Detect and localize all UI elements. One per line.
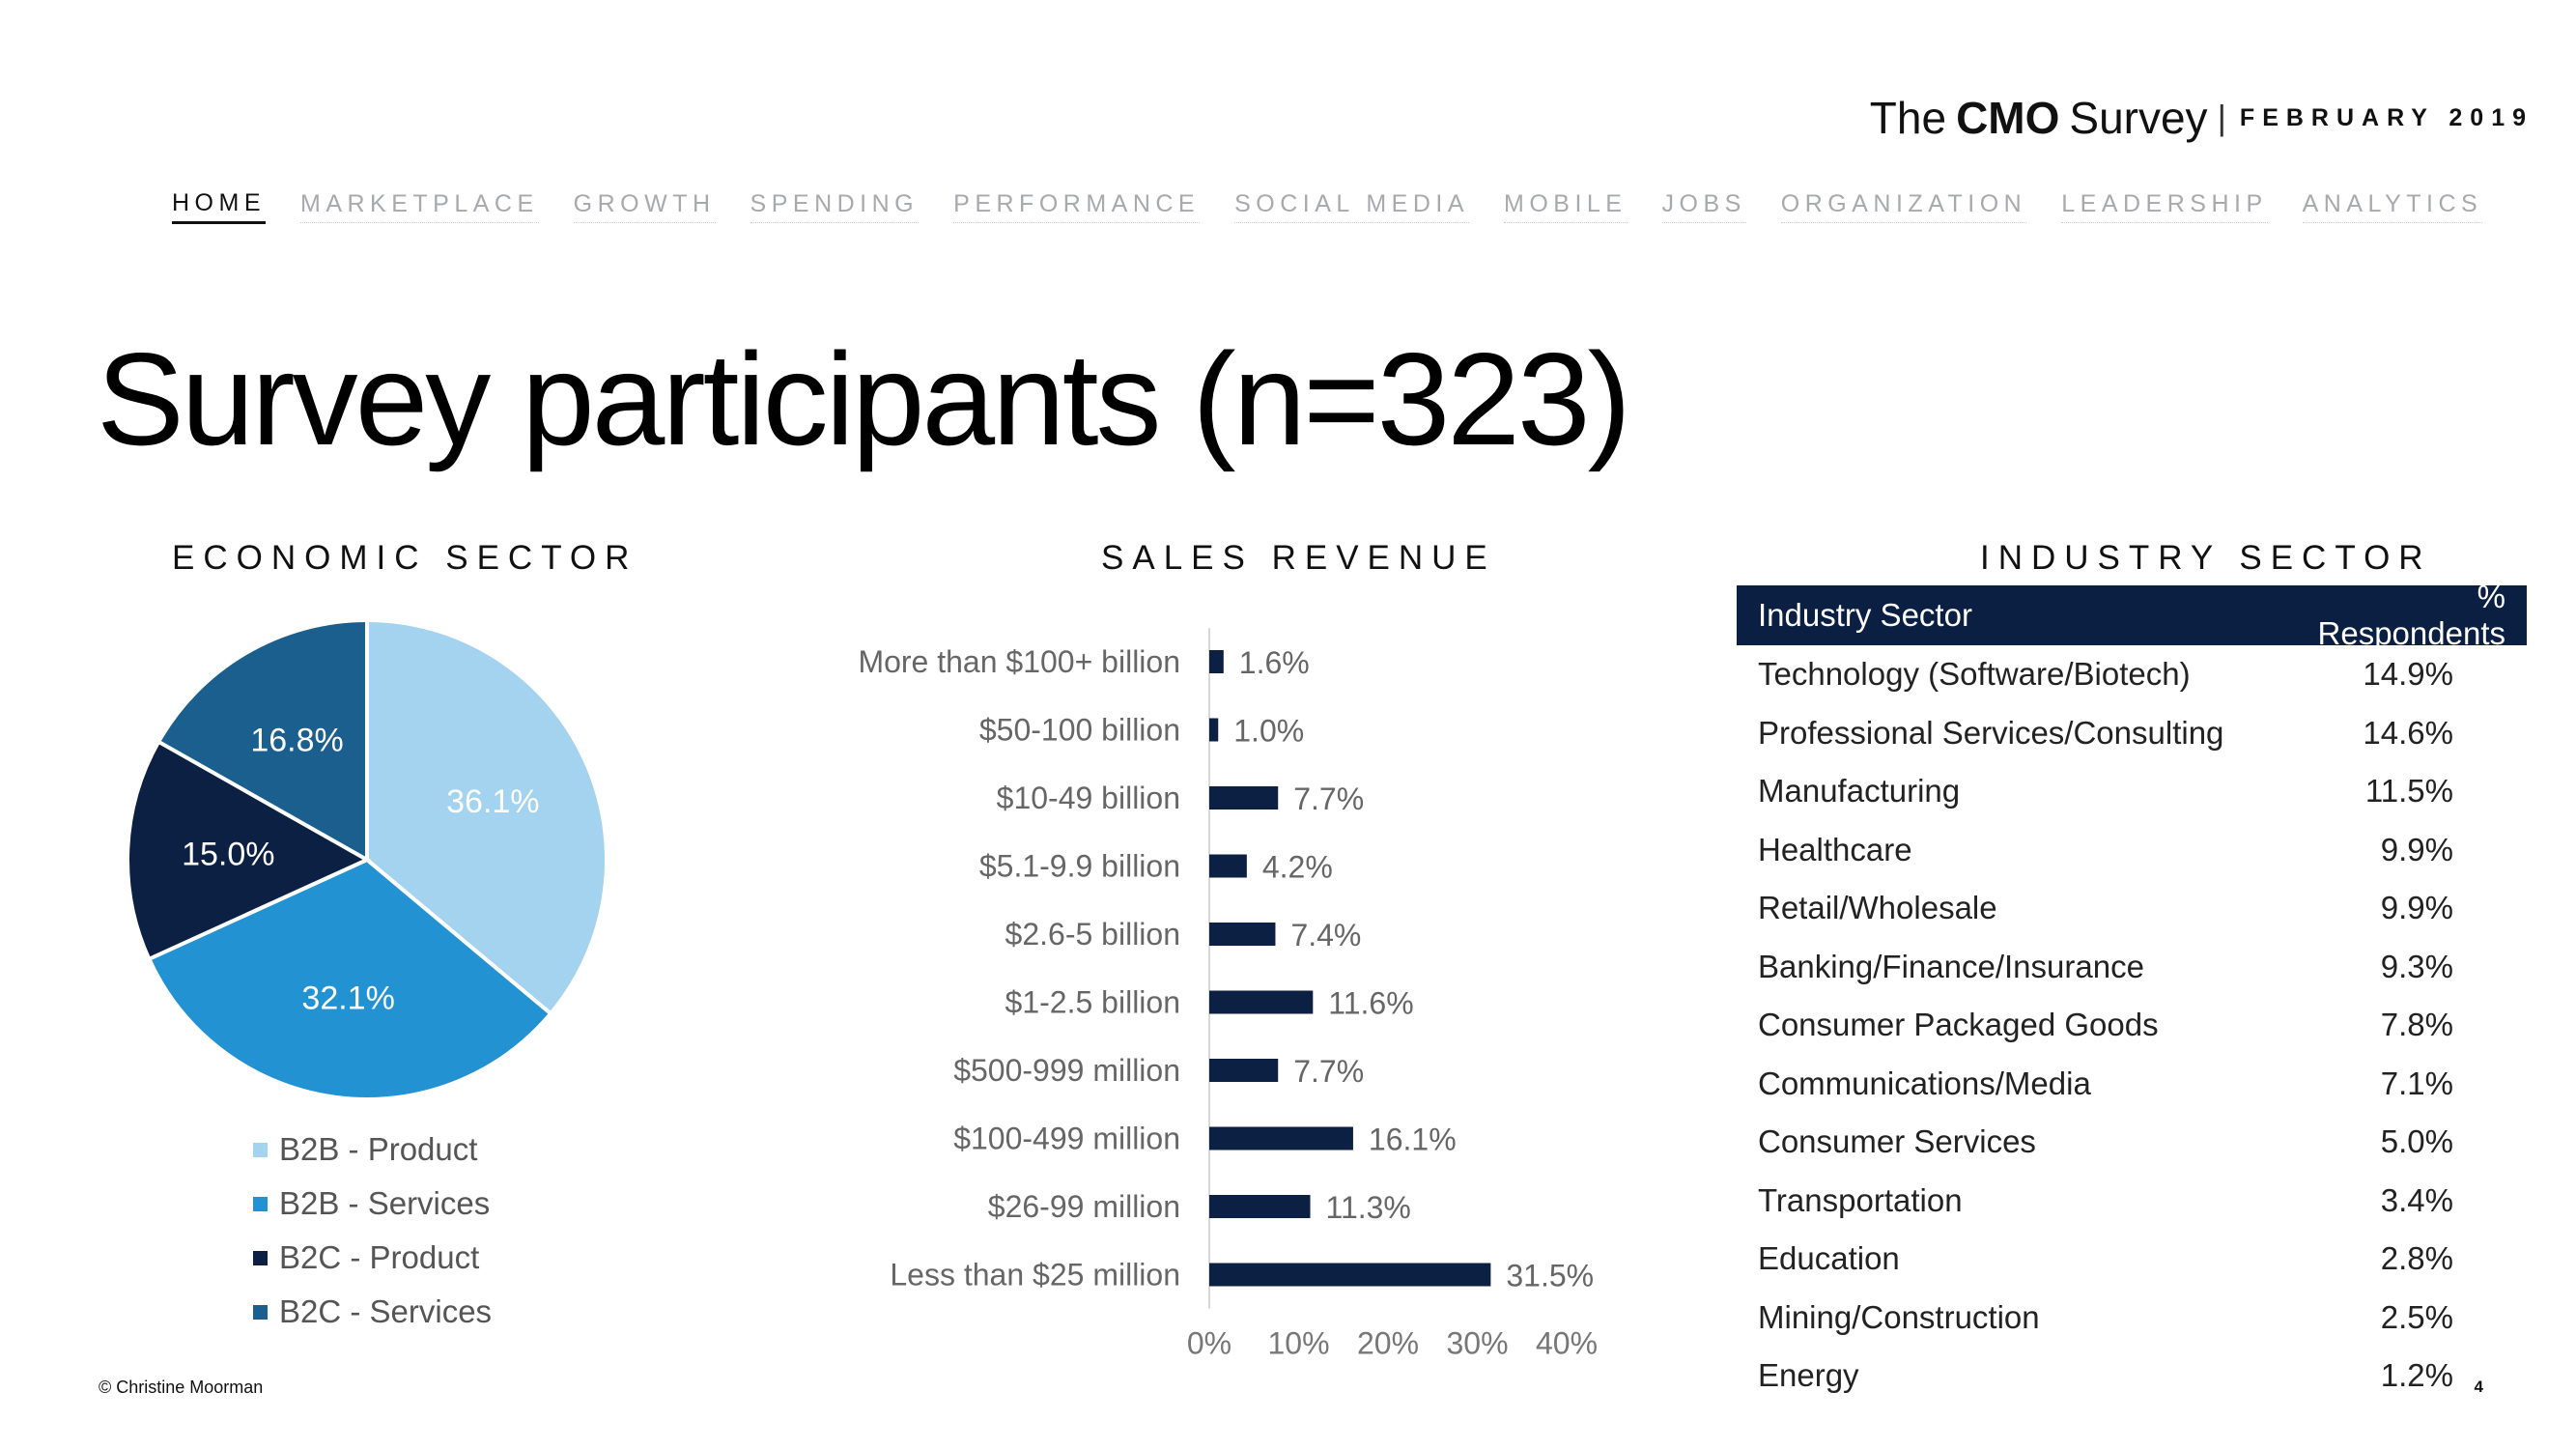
bar-category-label: $26-99 million [987,1189,1180,1224]
top-nav [172,189,2517,224]
bar-data-label: 7.7% [1293,1054,1365,1089]
header-industry-sector: Industry Sector [1758,597,1972,633]
industry-name-cell: Manufacturing [1758,773,1961,810]
bar-7 [1209,1059,1278,1082]
bar-6 [1209,991,1313,1014]
legend-label: B2C - Services [279,1293,493,1329]
bar-category-label: $1-2.5 billion [1005,984,1180,1020]
nav-performance[interactable]: PERFORMANCE [953,190,1200,223]
bar-8 [1209,1127,1353,1151]
table-header [1737,579,2527,651]
brand-survey: Survey [2069,93,2208,143]
bar-data-label: 1.0% [1233,713,1305,749]
bar-data-label: 4.2% [1261,849,1333,885]
nav-marketplace[interactable]: MARKETPLACE [300,190,539,223]
respondents-cell: 9.9% [2380,890,2453,926]
legend-label: B2C - Product [279,1239,480,1275]
x-tick-label: 40% [1535,1325,1599,1361]
bar-4 [1209,855,1247,878]
bar-1 [1209,650,1224,673]
table-row [1737,879,2527,938]
page-number: 4 [2474,1378,2483,1396]
pie-slice-label-4: 16.8% [250,722,344,759]
table-row [1737,1230,2527,1289]
bar-data-label: 31.5% [1506,1258,1595,1293]
bar-10 [1209,1264,1490,1287]
legend-label: B2B - Product [279,1131,478,1167]
bar-data-label: 7.7% [1293,781,1365,816]
bar-data-label: 16.1% [1368,1122,1457,1157]
respondents-cell: 9.9% [2380,831,2453,867]
respondents-cell: 2.8% [2380,1240,2453,1277]
table-body [1737,645,2527,1406]
sales-revenue-title: SALES REVENUE [1101,539,1496,577]
table-row [1737,821,2527,880]
bar-category-label: $10-49 billion [996,781,1180,815]
bar-category-label: $100-499 million [953,1121,1180,1156]
nav-mobile[interactable]: MOBILE [1504,190,1627,223]
x-tick-label: 0% [1186,1325,1232,1361]
respondents-cell: 14.6% [2363,714,2453,751]
legend-swatch [253,1305,268,1320]
bar-data-label: 7.4% [1290,918,1362,952]
economic-sector-pie-chart [116,609,618,1111]
respondents-cell: 7.1% [2380,1065,2453,1101]
header-respondents: % Respondents [2317,579,2505,651]
sales-revenue-bar-chart [792,618,1632,1391]
bar-category-label: $2.6-5 billion [1005,917,1180,952]
brand-separator: | [2217,98,2226,137]
industry-name-cell: Professional Services/Consulting [1758,714,2224,751]
table-row [1737,762,2527,821]
bar-2 [1209,719,1218,742]
bar-5 [1209,923,1275,946]
table-row [1737,996,2527,1055]
bar-3 [1209,786,1278,810]
industry-name-cell: Communications/Media [1758,1065,2091,1101]
legend-label: B2B - Services [279,1185,491,1221]
table-row [1737,704,2527,763]
industry-name-cell: Technology (Software/Biotech) [1758,656,2191,693]
industry-name-cell: Education [1758,1240,1900,1277]
nav-jobs[interactable]: JOBS [1662,190,1746,223]
respondents-cell: 11.5% [2364,773,2453,810]
bar-category-label: $50-100 billion [978,712,1180,748]
bar-data-label: 1.6% [1238,645,1310,680]
pie-legend [253,1122,492,1339]
copyright-credit: © Christine Moorman [99,1378,264,1397]
industry-name-cell: Energy [1758,1357,1859,1394]
x-tick-label: 20% [1356,1325,1420,1361]
industry-name-cell: Consumer Packaged Goods [1758,1007,2159,1043]
nav-growth[interactable]: GROWTH [574,190,716,223]
industry-name-cell: Consumer Services [1758,1123,2036,1160]
industry-name-cell: Mining/Construction [1758,1298,2040,1335]
industry-name-cell: Healthcare [1758,831,1912,867]
industry-name-cell: Transportation [1758,1181,1963,1218]
table-row [1737,1113,2527,1172]
table-row [1737,1289,2527,1348]
respondents-cell: 3.4% [2380,1181,2453,1218]
respondents-cell: 9.3% [2380,948,2453,984]
table-row [1737,1347,2527,1406]
respondents-cell: 5.0% [2380,1123,2453,1160]
nav-home[interactable]: HOME [172,189,266,224]
legend-item-b2b-product [253,1122,492,1177]
brand-logo [1870,89,2534,147]
table-row [1737,1055,2527,1114]
industry-name-cell: Retail/Wholesale [1758,890,1997,926]
brand-the: The [1869,93,1947,143]
respondents-cell: 14.9% [2363,656,2453,693]
bar-category-label: More than $100+ billion [858,644,1180,679]
page-title: Survey participants (n=323) [97,326,1628,472]
legend-swatch [253,1197,268,1211]
bar-category-label: Less than $25 million [890,1257,1180,1293]
brand-cmo: CMO [1956,93,2060,143]
legend-item-b2c-product [253,1231,492,1285]
respondents-cell: 7.8% [2380,1007,2453,1043]
legend-swatch [253,1143,268,1157]
legend-swatch [253,1251,268,1265]
x-tick-label: 10% [1267,1325,1330,1361]
pie-slice-label-3: 15.0% [182,836,275,873]
legend-item-b2b-services [253,1177,492,1231]
bar-category-label: $500-999 million [953,1053,1180,1088]
table-row [1737,1172,2527,1231]
economic-sector-title: ECONOMIC SECTOR [172,539,638,577]
bar-9 [1209,1195,1311,1218]
bar-data-label: 11.3% [1325,1190,1411,1225]
x-tick-label: 30% [1446,1325,1509,1361]
nav-spending[interactable]: SPENDING [750,190,920,223]
nav-social-media[interactable]: SOCIAL MEDIA [1234,190,1469,223]
industry-sector-table [1737,579,2527,1406]
pie-slice-label-2: 32.1% [301,980,395,1017]
table-row [1737,938,2527,997]
respondents-cell: 1.2% [2380,1357,2453,1394]
industry-name-cell: Banking/Finance/Insurance [1758,948,2144,984]
industry-sector-title: INDUSTRY SECTOR [1980,539,2432,577]
bar-data-label: 11.6% [1328,985,1414,1021]
nav-organization[interactable]: ORGANIZATION [1781,190,2026,223]
respondents-cell: 2.5% [2380,1298,2453,1335]
table-row [1737,645,2527,704]
bar-category-label: $5.1-9.9 billion [978,848,1180,884]
nav-leadership[interactable]: LEADERSHIP [2061,190,2267,223]
legend-item-b2c-services [253,1285,492,1339]
nav-analytics[interactable]: ANALYTICS [2303,190,2483,223]
pie-slice-label-1: 36.1% [446,783,540,821]
brand-date: FEBRUARY 2019 [2239,103,2534,131]
